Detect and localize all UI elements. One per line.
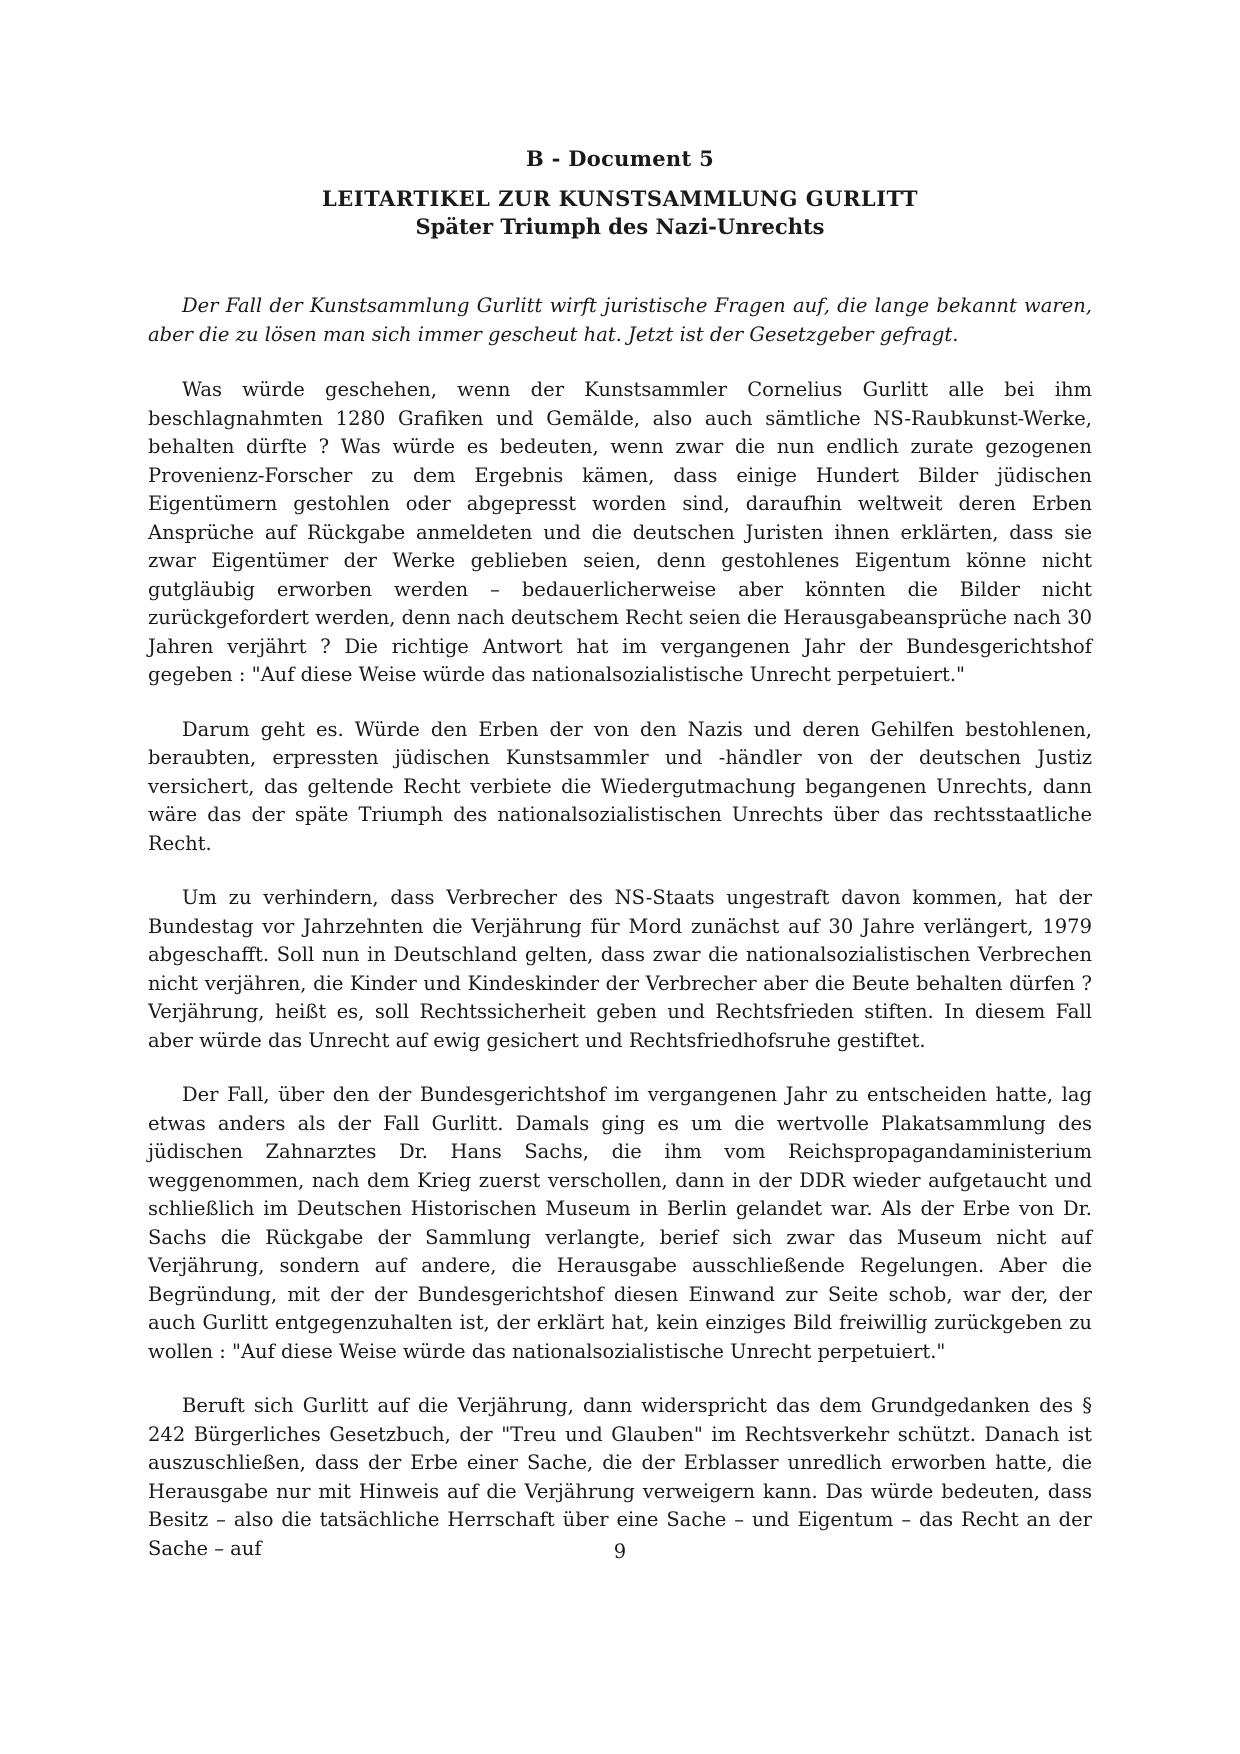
page-number: 9 xyxy=(613,1540,627,1563)
body-paragraph: Darum geht es. Würde den Erben der von den Nazis und deren Gehilfen bestohlenen, beraubten, erpressten jüdischen Kunstsammler und -händler von der deutschen Justiz versichert, das geltende Recht verbiete die Wiedergutmachung begangenen Unrechts, dann wäre das der späte Triumph des nationalsozialistischen Unrechts über das rechtsstaatliche Recht. xyxy=(148,717,1092,855)
lead-paragraph: Der Fall der Kunstsammlung Gurlitt wirft juristische Fragen auf, die lange bekannt waren, aber die zu lösen man sich immer gescheut hat. Jetzt ist der Gesetzgeber gefragt. xyxy=(148,294,1092,346)
body-paragraph: Um zu verhindern, dass Verbrecher des NS-Staats ungestraft davon kommen, hat der Bundestag vor Jahrzehnten die Verjährung für Mord zunächst auf 30 Jahre verlängert, 1979 abgeschafft. Soll nun in Deutschland gelten, dass zwar die nationalsozialistischen Verbrechen nicht verjähren, die Kinder und Kindeskinder der Verbrecher aber die Beute behalten dürfen ? Verjährung, heißt es, soll Rechtssicherheit geben und Rechtsfrieden stiften. In diesem Fall aber würde das Unrecht auf ewig gesichert und Rechtsfriedhofsruhe gestiftet. xyxy=(148,886,1092,1052)
document-subtitle: Später Triumph des Nazi-Unrechts xyxy=(415,214,825,239)
document-label: B - Document 5 xyxy=(525,146,715,171)
document-title: LEITARTIKEL ZUR KUNSTSAMMLUNG GURLITT xyxy=(321,186,919,211)
document-page xyxy=(148,0,1092,1754)
body-paragraph: Was würde geschehen, wenn der Kunstsammler Cornelius Gurlitt alle bei ihm beschlagnahmten 1280 Grafiken und Gemälde, also auch sämtliche NS-Raubkunst-Werke, behalten dürfte ? Was würde es bedeuten, wenn zwar die nun endlich zurate gezogenen Provenienz-Forscher zu dem Ergebnis kämen, dass einige Hundert Bilder jüdischen Eigentümern gestohlen oder abgepresst worden sind, daraufhin weltweit deren Erben Ansprüche auf Rückgabe anmeldeten und die deutschen Juristen ihnen erklärten, dass sie zwar Eigentümer der Werke geblieben seien, denn gestohlenes Eigentum könne nicht gutgläubig erworben werden – bedauerlicherweise aber könnten die Bilder nicht zurückgefordert werden, denn nach deutschem Recht seien die Herausgabeansprüche nach 30 Jahren verjährt ? Die richtige Antwort hat im vergangenen Jahr der Bundesgerichtshof gegeben : "Auf diese Weise würde das nationalsozialistische Unrecht perpetuiert." xyxy=(148,378,1092,686)
body-paragraph: Der Fall, über den der Bundesgerichtshof im vergangenen Jahr zu entscheiden hatte, lag etwas anders als der Fall Gurlitt. Damals ging es um die wertvolle Plakatsammlung des jüdischen Zahnarztes Dr. Hans Sachs, die ihm vom Reichspropagandaministerium weggenommen, nach dem Krieg zuerst verschollen, dann in der DDR wieder aufgetaucht und schließlich im Deutschen Historischen Museum in Berlin gelandet war. Als der Erbe von Dr. Sachs die Rückgabe der Sammlung verlangte, berief sich zwar das Museum nicht auf Verjährung, sondern auf andere, die Herausgabe ausschließende Regelungen. Aber die Begründung, mit der der Bundesgerichtshof diesen Einwand zur Seite schob, war der, der auch Gurlitt entgegenzuhalten ist, der erklärt hat, kein einziges Bild freiwillig zurückgeben zu wollen : "Auf diese Weise würde das nationalsozialistische Unrecht perpetuiert." xyxy=(148,1083,1092,1363)
body-paragraph: Beruft sich Gurlitt auf die Verjährung, dann widerspricht das dem Grundgedanken des § 242 Bürgerliches Gesetzbuch, der "Treu und Glauben" im Rechtsverkehr schützt. Danach ist auszuschließen, dass der Erbe einer Sache, die der Erblasser unredlich erworben hatte, die Herausgabe nur mit Hinweis auf die Verjährung verweigern kann. Das würde bedeuten, dass Besitz – also die tatsächliche Herrschaft über eine Sache – und Eigentum – das Recht an der Sache – auf xyxy=(148,1394,1092,1560)
article-body xyxy=(148,376,1092,1589)
